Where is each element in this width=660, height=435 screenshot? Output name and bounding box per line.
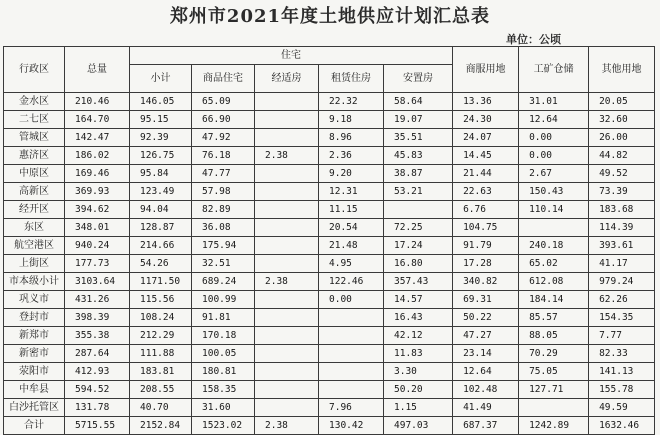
total-cell: 355.38: [65, 327, 130, 345]
district-cell: 新郑市: [4, 327, 65, 345]
land-supply-table: [3, 46, 655, 435]
commercial-housing-cell: 175.94: [192, 237, 255, 255]
subtotal-cell: 54.26: [130, 255, 192, 273]
rental-cell: 20.54: [319, 219, 384, 237]
other-cell: 82.33: [589, 345, 655, 363]
resettlement-cell: 17.24: [384, 237, 453, 255]
rental-cell: 9.20: [319, 165, 384, 183]
commercial-housing-cell: 36.08: [192, 219, 255, 237]
commercial-housing-cell: 31.60: [192, 399, 255, 417]
resettlement-cell: 50.20: [384, 381, 453, 399]
commercial-service-cell: 47.27: [453, 327, 519, 345]
commercial-housing-cell: 689.24: [192, 273, 255, 291]
table-row: [4, 417, 655, 435]
table-row: [4, 201, 655, 219]
rental-cell: 21.48: [319, 237, 384, 255]
industrial-storage-cell: 1242.89: [519, 417, 589, 435]
table-row: [4, 273, 655, 291]
district-cell: 东区: [4, 219, 65, 237]
total-cell: 177.73: [65, 255, 130, 273]
header-other: 其他用地: [589, 47, 655, 93]
commercial-housing-cell: 100.05: [192, 345, 255, 363]
subtotal-cell: 208.55: [130, 381, 192, 399]
subtotal-cell: 126.75: [130, 147, 192, 165]
other-cell: 114.39: [589, 219, 655, 237]
subtotal-cell: 214.66: [130, 237, 192, 255]
affordable-cell: [255, 183, 319, 201]
subtotal-cell: 108.24: [130, 309, 192, 327]
total-cell: 594.52: [65, 381, 130, 399]
district-cell: 中原区: [4, 165, 65, 183]
affordable-cell: [255, 327, 319, 345]
district-cell: 市本级小计: [4, 273, 65, 291]
table-row: [4, 93, 655, 111]
district-cell: 登封市: [4, 309, 65, 327]
table-row: [4, 183, 655, 201]
header-affordable: 经适房: [255, 65, 319, 93]
total-cell: 169.46: [65, 165, 130, 183]
commercial-service-cell: 21.44: [453, 165, 519, 183]
district-cell: 荥阳市: [4, 363, 65, 381]
document-title: 郑州市2021年度土地供应计划汇总表: [169, 6, 491, 27]
commercial-service-cell: 23.14: [453, 345, 519, 363]
rental-cell: [319, 327, 384, 345]
commercial-service-cell: 102.48: [453, 381, 519, 399]
other-cell: 49.59: [589, 399, 655, 417]
header-resettlement: 安置房: [384, 65, 453, 93]
resettlement-cell: 11.83: [384, 345, 453, 363]
resettlement-cell: 16.43: [384, 309, 453, 327]
table-row: [4, 237, 655, 255]
commercial-housing-cell: 91.81: [192, 309, 255, 327]
commercial-housing-cell: 47.77: [192, 165, 255, 183]
other-cell: 20.05: [589, 93, 655, 111]
industrial-storage-cell: 70.29: [519, 345, 589, 363]
table-row: [4, 381, 655, 399]
commercial-service-cell: 69.31: [453, 291, 519, 309]
district-cell: 中牟县: [4, 381, 65, 399]
affordable-cell: [255, 291, 319, 309]
total-cell: 131.78: [65, 399, 130, 417]
commercial-housing-cell: 100.99: [192, 291, 255, 309]
affordable-cell: [255, 165, 319, 183]
table-body: [4, 93, 655, 435]
rental-cell: 12.31: [319, 183, 384, 201]
rental-cell: 8.96: [319, 129, 384, 147]
subtotal-cell: 92.39: [130, 129, 192, 147]
subtotal-cell: 95.84: [130, 165, 192, 183]
total-cell: 394.62: [65, 201, 130, 219]
table-row: [4, 165, 655, 183]
industrial-storage-cell: 110.14: [519, 201, 589, 219]
header-subtotal: 小计: [130, 65, 192, 93]
commercial-service-cell: 24.30: [453, 111, 519, 129]
other-cell: 49.52: [589, 165, 655, 183]
industrial-storage-cell: 65.02: [519, 255, 589, 273]
other-cell: 183.68: [589, 201, 655, 219]
total-cell: 3103.64: [65, 273, 130, 291]
table-row: [4, 129, 655, 147]
industrial-storage-cell: [519, 219, 589, 237]
rental-cell: 2.36: [319, 147, 384, 165]
rental-cell: [319, 363, 384, 381]
resettlement-cell: 53.21: [384, 183, 453, 201]
subtotal-cell: 183.81: [130, 363, 192, 381]
total-cell: 164.70: [65, 111, 130, 129]
affordable-cell: [255, 363, 319, 381]
resettlement-cell: 497.03: [384, 417, 453, 435]
header-housing-group: 住宅: [130, 47, 453, 65]
industrial-storage-cell: 150.43: [519, 183, 589, 201]
district-cell: 经开区: [4, 201, 65, 219]
resettlement-cell: 42.12: [384, 327, 453, 345]
district-cell: 管城区: [4, 129, 65, 147]
commercial-service-cell: 12.64: [453, 363, 519, 381]
affordable-cell: [255, 399, 319, 417]
other-cell: 73.39: [589, 183, 655, 201]
rental-cell: 9.18: [319, 111, 384, 129]
other-cell: 44.82: [589, 147, 655, 165]
resettlement-cell: 1.15: [384, 399, 453, 417]
commercial-service-cell: 91.79: [453, 237, 519, 255]
affordable-cell: [255, 93, 319, 111]
commercial-service-cell: 50.22: [453, 309, 519, 327]
total-cell: 142.47: [65, 129, 130, 147]
commercial-housing-cell: 76.18: [192, 147, 255, 165]
other-cell: 32.60: [589, 111, 655, 129]
rental-cell: 22.32: [319, 93, 384, 111]
subtotal-cell: 128.87: [130, 219, 192, 237]
subtotal-cell: 212.29: [130, 327, 192, 345]
industrial-storage-cell: 12.64: [519, 111, 589, 129]
commercial-service-cell: 17.28: [453, 255, 519, 273]
commercial-service-cell: 22.63: [453, 183, 519, 201]
total-cell: 210.46: [65, 93, 130, 111]
industrial-storage-cell: 184.14: [519, 291, 589, 309]
industrial-storage-cell: 0.00: [519, 129, 589, 147]
other-cell: 155.78: [589, 381, 655, 399]
subtotal-cell: 111.88: [130, 345, 192, 363]
rental-cell: 7.96: [319, 399, 384, 417]
resettlement-cell: 357.43: [384, 273, 453, 291]
table-row: [4, 219, 655, 237]
commercial-service-cell: 104.75: [453, 219, 519, 237]
total-cell: 431.26: [65, 291, 130, 309]
affordable-cell: [255, 255, 319, 273]
resettlement-cell: 35.51: [384, 129, 453, 147]
total-cell: 348.01: [65, 219, 130, 237]
affordable-cell: [255, 345, 319, 363]
district-cell: 合计: [4, 417, 65, 435]
affordable-cell: [255, 129, 319, 147]
commercial-service-cell: 6.76: [453, 201, 519, 219]
affordable-cell: 2.38: [255, 147, 319, 165]
subtotal-cell: 95.15: [130, 111, 192, 129]
commercial-housing-cell: 1523.02: [192, 417, 255, 435]
affordable-cell: 2.38: [255, 273, 319, 291]
commercial-service-cell: 340.82: [453, 273, 519, 291]
industrial-storage-cell: 127.71: [519, 381, 589, 399]
affordable-cell: [255, 201, 319, 219]
district-cell: 惠济区: [4, 147, 65, 165]
total-cell: 287.64: [65, 345, 130, 363]
total-cell: 369.93: [65, 183, 130, 201]
other-cell: 62.26: [589, 291, 655, 309]
table-row: [4, 399, 655, 417]
district-cell: 高新区: [4, 183, 65, 201]
subtotal-cell: 146.05: [130, 93, 192, 111]
header-industrial-storage: 工矿仓储: [519, 47, 589, 93]
total-cell: 186.02: [65, 147, 130, 165]
rental-cell: 122.46: [319, 273, 384, 291]
subtotal-cell: 94.04: [130, 201, 192, 219]
subtotal-cell: 2152.84: [130, 417, 192, 435]
district-cell: 航空港区: [4, 237, 65, 255]
commercial-housing-cell: 65.09: [192, 93, 255, 111]
commercial-housing-cell: 66.90: [192, 111, 255, 129]
header-commercial-service: 商服用地: [453, 47, 519, 93]
other-cell: 393.61: [589, 237, 655, 255]
table-row: [4, 363, 655, 381]
affordable-cell: 2.38: [255, 417, 319, 435]
commercial-housing-cell: 57.98: [192, 183, 255, 201]
industrial-storage-cell: 75.05: [519, 363, 589, 381]
commercial-housing-cell: 158.35: [192, 381, 255, 399]
table-row: [4, 345, 655, 363]
commercial-service-cell: 13.36: [453, 93, 519, 111]
table-header: [4, 47, 655, 93]
affordable-cell: [255, 309, 319, 327]
industrial-storage-cell: 0.00: [519, 147, 589, 165]
resettlement-cell: 38.87: [384, 165, 453, 183]
resettlement-cell: 72.25: [384, 219, 453, 237]
resettlement-cell: 19.07: [384, 111, 453, 129]
resettlement-cell: 58.64: [384, 93, 453, 111]
subtotal-cell: 115.56: [130, 291, 192, 309]
rental-cell: 11.15: [319, 201, 384, 219]
table-row: [4, 291, 655, 309]
table-row: [4, 327, 655, 345]
table-row: [4, 111, 655, 129]
other-cell: 7.77: [589, 327, 655, 345]
rental-cell: [319, 345, 384, 363]
table-row: [4, 147, 655, 165]
table-row: [4, 309, 655, 327]
resettlement-cell: 14.57: [384, 291, 453, 309]
total-cell: 5715.55: [65, 417, 130, 435]
rental-cell: 130.42: [319, 417, 384, 435]
other-cell: 1632.46: [589, 417, 655, 435]
resettlement-cell: 3.30: [384, 363, 453, 381]
industrial-storage-cell: 31.01: [519, 93, 589, 111]
district-cell: 巩义市: [4, 291, 65, 309]
resettlement-cell: 45.83: [384, 147, 453, 165]
other-cell: 141.13: [589, 363, 655, 381]
industrial-storage-cell: 88.05: [519, 327, 589, 345]
header-commercial-housing: 商品住宅: [192, 65, 255, 93]
district-cell: 二七区: [4, 111, 65, 129]
rental-cell: 0.00: [319, 291, 384, 309]
commercial-housing-cell: 47.92: [192, 129, 255, 147]
total-cell: 412.93: [65, 363, 130, 381]
commercial-service-cell: 14.45: [453, 147, 519, 165]
industrial-storage-cell: 240.18: [519, 237, 589, 255]
industrial-storage-cell: 612.08: [519, 273, 589, 291]
resettlement-cell: 16.80: [384, 255, 453, 273]
other-cell: 41.17: [589, 255, 655, 273]
total-cell: 940.24: [65, 237, 130, 255]
resettlement-cell: [384, 201, 453, 219]
header-district: 行政区: [4, 47, 65, 93]
district-cell: 上街区: [4, 255, 65, 273]
other-cell: 154.35: [589, 309, 655, 327]
subtotal-cell: 40.70: [130, 399, 192, 417]
commercial-service-cell: 41.49: [453, 399, 519, 417]
rental-cell: [319, 381, 384, 399]
industrial-storage-cell: 2.67: [519, 165, 589, 183]
table-row: [4, 255, 655, 273]
commercial-housing-cell: 170.18: [192, 327, 255, 345]
commercial-housing-cell: 82.89: [192, 201, 255, 219]
affordable-cell: [255, 219, 319, 237]
commercial-housing-cell: 180.81: [192, 363, 255, 381]
industrial-storage-cell: 85.57: [519, 309, 589, 327]
industrial-storage-cell: [519, 399, 589, 417]
affordable-cell: [255, 381, 319, 399]
other-cell: 26.00: [589, 129, 655, 147]
commercial-service-cell: 24.07: [453, 129, 519, 147]
header-rental: 租赁住房: [319, 65, 384, 93]
subtotal-cell: 1171.50: [130, 273, 192, 291]
affordable-cell: [255, 237, 319, 255]
district-cell: 新密市: [4, 345, 65, 363]
rental-cell: 4.95: [319, 255, 384, 273]
rental-cell: [319, 309, 384, 327]
other-cell: 979.24: [589, 273, 655, 291]
commercial-service-cell: 687.37: [453, 417, 519, 435]
district-cell: 白沙托管区: [4, 399, 65, 417]
district-cell: 金水区: [4, 93, 65, 111]
total-cell: 398.39: [65, 309, 130, 327]
header-total: 总量: [65, 47, 130, 93]
unit-label: 单位：公顷: [506, 33, 561, 46]
affordable-cell: [255, 111, 319, 129]
commercial-housing-cell: 32.51: [192, 255, 255, 273]
subtotal-cell: 123.49: [130, 183, 192, 201]
